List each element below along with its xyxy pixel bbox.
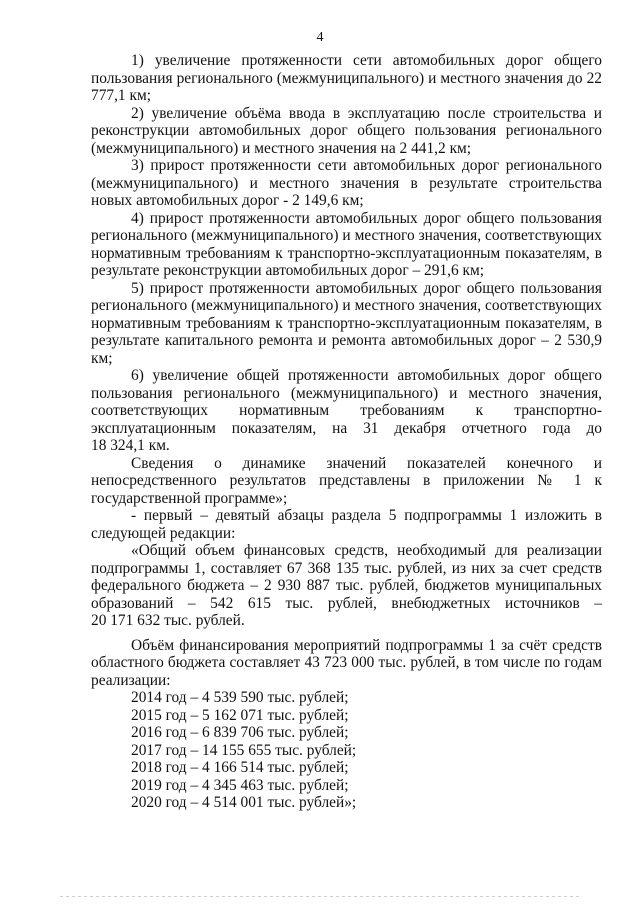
item-4: 4) прирост протяженности автомобильных дорог общего пользования регионального (межмуниципального) и местного значения, соответствующих нормативным требованиям к транспортно-эксплуатационным показателям, в результате реконструкции автомобильных дорог – 291,6 км; [91, 209, 602, 279]
document-body [91, 52, 602, 812]
funding-paragraph: «Общий объем финансовых средств, необходимый для реализации подпрограммы 1, составляет 67 368 135 тыс. рублей, из них за счет средств федерального бюджета – 2 930 887 тыс. рублей, бюджетов муниципальных образований – 542 615 тыс. рублей, внебюджетных источников – [91, 542, 602, 612]
item-5: 5) прирост протяженности автомобильных дорог общего пользования регионального (межмуниципального) и местного значения, соответствующих нормативным требованиям к транспортно-эксплуатационным показателям, в результате капитального ремонта и ремонта автомобильных дорог – 2 530,9 км; [91, 279, 602, 367]
list-item: 2020 год – 4 514 001 тыс. рублей»; [131, 794, 357, 811]
item-1: 1) увеличение протяженности сети автомобильных дорог общего пользования регионального (межмуниципального) и местного значения до 22 777,1 км; [91, 52, 602, 104]
yearly-funding-list [131, 689, 602, 812]
list-item: 2015 год – 5 162 071 тыс. рублей; [131, 706, 349, 724]
item-2: 2) увеличение объёма ввода в эксплуатацию после строительства и реконструкции автомобильных дорог общего пользования регионального (межмуниципального) и местного значения на 2 441,2 км; [91, 104, 602, 157]
scan-edge-line [60, 896, 580, 897]
list-item: 2016 год – 6 839 706 тыс. рублей; [131, 724, 349, 741]
item-6: 6) увеличение общей протяженности автомобильных дорог общего пользования регионального (межмуниципального) и местного значения, соответствующих нормативным требованиям к транспортно-эксплуатационным показателям, на 31 декабря отчетного года до [91, 367, 602, 437]
list-item: 2017 год – 14 155 655 тыс. рублей; [131, 741, 357, 759]
list-item: 2018 год – 4 166 514 тыс. рублей; [131, 759, 349, 776]
amendment-instruction: - первый – девятый абзацы раздела 5 подпрограммы 1 изложить в следующей редакции: [91, 507, 602, 542]
item-3: 3) прирост протяженности сети автомобильных дорог регионального (межмуниципального) и местного значения в результате строительства новых автомобильных дорог - 2 149,6 км; [91, 157, 602, 209]
info-paragraph: Сведения о динамике значений показателей конечного и непосредственного результатов представлены в приложении № 1 к государственной программе»; [91, 454, 602, 507]
list-item: 2019 год – 4 345 463 тыс. рублей; [131, 776, 349, 794]
item-6-value: 18 324,1 км. [91, 437, 170, 454]
funding-paragraph-end: 20 171 632 тыс. рублей. [91, 612, 245, 629]
list-item: 2014 год – 4 539 590 тыс. рублей; [131, 689, 349, 706]
regional-funding-paragraph: Объём финансирования мероприятий подпрограммы 1 за счёт средств областного бюджета составляет 43 723 000 тыс. рублей, в том числе по годам реализации: [91, 636, 602, 689]
page-number: 4 [316, 30, 324, 45]
